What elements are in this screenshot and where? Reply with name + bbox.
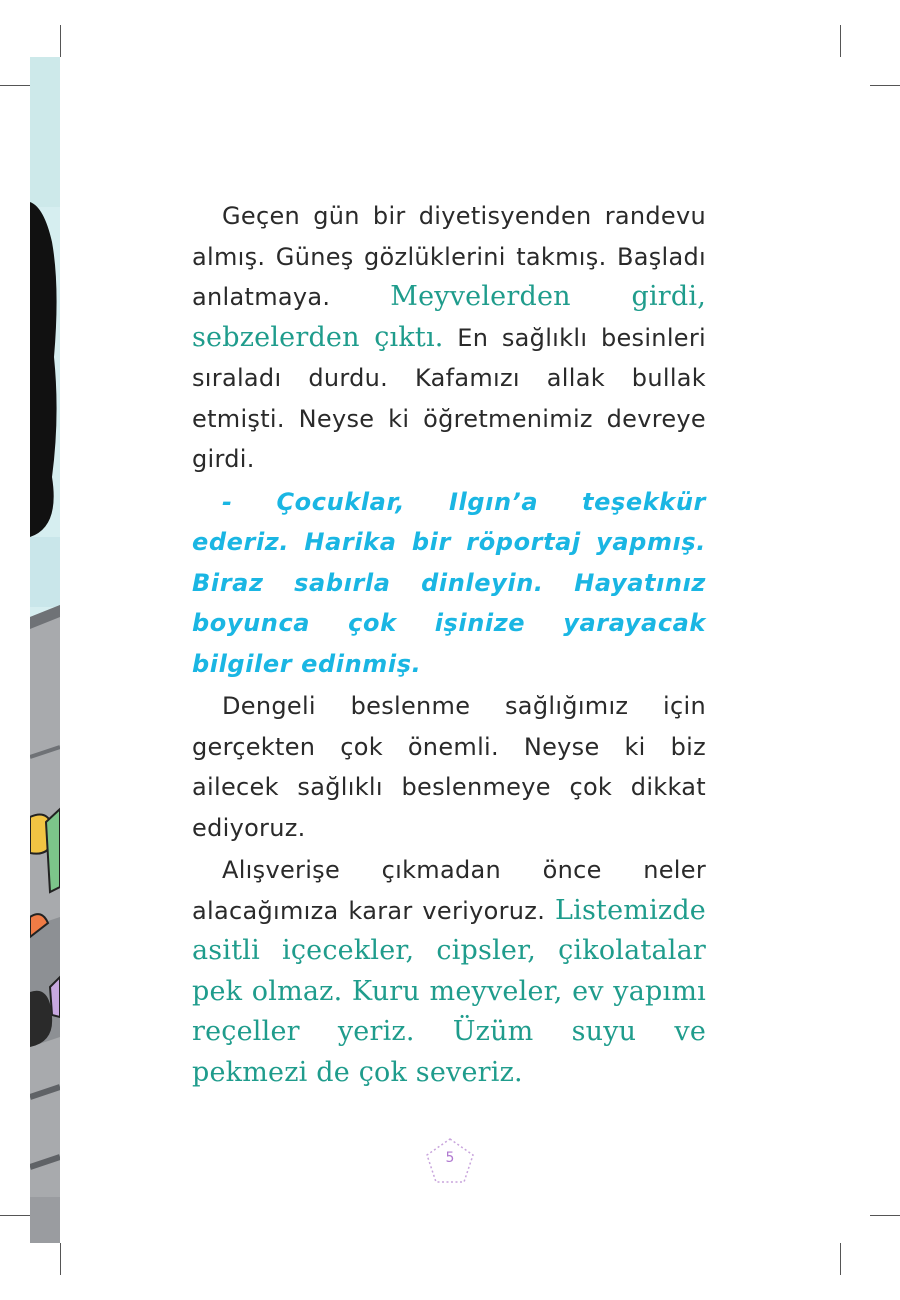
crop-mark-top-right-h xyxy=(870,85,900,86)
dialogue-text: - Çocuklar, Ilgın’a teşekkür ederiz. Harika bir röportaj yapmış. Biraz sabırla dinleyin. Hayatınız boyunca çok işinize yarayacak bilgiler edinmiş. xyxy=(192,487,706,678)
paragraph-3 xyxy=(192,686,706,848)
dialogue-paragraph xyxy=(192,482,706,685)
crop-mark-bottom-left-v xyxy=(60,1243,61,1275)
page-number: 5 xyxy=(445,1150,455,1166)
illustration-bleed-strip xyxy=(30,57,60,1243)
crop-mark-top-left-v xyxy=(60,25,61,57)
crop-mark-bottom-right-v xyxy=(840,1243,841,1275)
crop-mark-bottom-left-h xyxy=(0,1215,30,1216)
page-number-badge xyxy=(424,1136,476,1186)
crop-mark-bottom-right-h xyxy=(870,1215,900,1216)
paragraph-3-text: Dengeli beslenme sağlığımız için gerçekten çok önemli. Neyse ki biz ailecek sağlıklı beslenmeye çok dikkat ediyoruz. xyxy=(192,692,706,842)
paragraph-4 xyxy=(192,850,706,1093)
crop-mark-top-left-h xyxy=(0,85,30,86)
body-text xyxy=(192,196,706,1095)
paragraph-1-text-b: En sağlıklı besinleri sıraladı durdu. Kafamızı allak bullak etmişti. Neyse ki öğretmenimiz devreye girdi. xyxy=(192,323,706,473)
paragraph-1 xyxy=(192,196,706,480)
crop-mark-top-right-v xyxy=(840,25,841,57)
paragraph-1-text-a: Geçen gün bir diyetisyenden randevu almış. Güneş gözlüklerini takmış. Başladı anlatmaya. xyxy=(192,202,706,311)
paragraph-1-highlight: Meyvelerden girdi, sebzelerden çıktı. xyxy=(192,281,706,353)
paragraph-4-text: Alışverişe çıkmadan önce neler alacağımıza karar veriyoruz. xyxy=(192,856,706,925)
paragraph-4-highlight: Listemizde asitli içecekler, cipsler, çikolatalar pek olmaz. Kuru meyveler, ev yapımı reçeller yeriz. Üzüm suyu ve pekmezi de çok severiz. xyxy=(192,894,706,1088)
